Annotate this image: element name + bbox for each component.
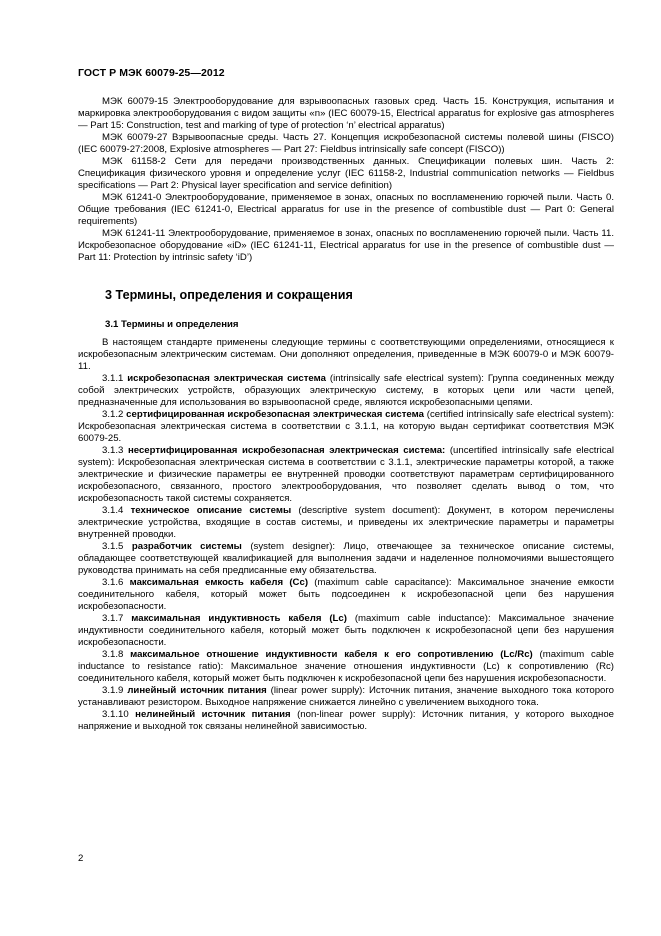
definition-text: (linear power supply): Источник питания, значение выходного тока которого устанавливают резистором. Выходное напряжение снижается линейно с увеличением выходного тока.: [78, 685, 614, 708]
page-content: [78, 96, 614, 733]
definition-text: (non-linear power supply): Источник питания, у которого выходное напряжение и выходной ток связаны нелинейной зависимостью.: [78, 709, 615, 732]
definition-number: 3.1.7: [102, 613, 124, 624]
definition-term: техническое описание системы: [130, 505, 292, 516]
definition-item: [78, 445, 614, 505]
definition-term: максимальная емкость кабеля (Cc): [129, 577, 309, 588]
section-title: 3 Термины, определения и сокращения: [105, 288, 353, 302]
reference-item: МЭК 60079-15 Электрооборудование для взрывоопасных газовых сред. Часть 15. Конструкция, испытания и маркировка электрооборудования с видом защиты «n» (IEC 60079-15, Electrical apparatus for explosive gas atmospheres — Part 15: Construction, test and marking of type of protection ‘n’ electrical apparatus): [78, 96, 614, 131]
reference-item: МЭК 61158-2 Сети для передачи производственных данных. Спецификации полевых шин. Часть 2: Спецификация физического уровня и определение услуг (IEC 61158-2, Industrial communication networks — Fieldbus specifications — Part 2: Physical layer specification and service definition): [78, 156, 614, 191]
definition-term: линейный источник питания: [127, 685, 267, 696]
definition-term: разработчик системы: [131, 541, 242, 552]
definition-item: [78, 373, 614, 409]
definition-number: 3.1.8: [102, 649, 124, 660]
definition-number: 3.1.1: [102, 373, 124, 384]
definition-item: [78, 505, 614, 541]
definition-text: (maximum cable capacitance): Максимальное значение емкости соединительного кабеля, который может быть подсоединен к искробезопасной цепи без нарушения искробезопасности.: [78, 577, 614, 612]
definition-term: максимальное отношение индуктивности кабеля к его сопротивлению (Lc/Rc): [130, 649, 533, 660]
intro-paragraph: В настоящем стандарте применены следующие термины с соответствующими определениями, относящиеся к искробезопасным электрическим системам. Они дополняют определения, приведенные в МЭК 60079-0 и МЭК 60079-11.: [78, 337, 614, 372]
reference-item: МЭК 61241-0 Электрооборудование, применяемое в зонах, опасных по воспламенению горючей пыли. Часть 0. Общие требования (IEC 61241-0, Electrical apparatus for use in the presence of combustible dust — Part 0: General requirements): [78, 192, 614, 227]
subsection-title: 3.1 Термины и определения: [105, 319, 239, 330]
definition-item: [78, 613, 614, 649]
definition-text: (system designer): Лицо, отвечающее за техническое описание системы, обладающее соответствующей квалификацией для выполнения задачи и наделенное полномочиями вышестоящего руководства принимать на себя предписанные ему обязательства.: [78, 541, 614, 576]
definition-term: максимальная индуктивность кабеля (Lc): [131, 613, 347, 624]
definition-term: сертифицированная искробезопасная электрическая система: [126, 409, 424, 420]
reference-item: МЭК 61241-11 Электрооборудование, применяемое в зонах, опасных по воспламенению горючей пыли. Часть 11. Искробезопасное оборудование «iD» (IEC 61241-11, Electrical apparatus for use in the presence of combustible dust — Part 11: Protection by intrinsic safety ‘iD’): [78, 228, 614, 263]
definition-number: 3.1.5: [102, 541, 124, 552]
definition-number: 3.1.2: [102, 409, 124, 420]
definition-item: [78, 541, 614, 577]
definition-term: нелинейный источник питания: [135, 709, 291, 720]
definition-text: (uncertified intrinsically safe electrical system): Искробезопасная электрическая система в соответствии с 3.1.1, электрические параметры которой, а также электрические и физические параметры ее внутренней проводки соответствуют параметрам сертифицированного искробезопасного, связанного, простого электрооборудования, что позволяет сделать вывод о том, что искробезопасность такой системы сохраняется.: [78, 445, 614, 504]
definition-text: (certified intrinsically safe electrical system): Искробезопасная электрическая система в соответствии с 3.1.1, на которую выдан сертификат соответствия МЭК 60079-25.: [78, 409, 614, 444]
document-header: ГОСТ Р МЭК 60079-25—2012: [78, 67, 225, 79]
definition-item: [78, 685, 614, 709]
reference-item: МЭК 60079-27 Взрывоопасные среды. Часть 27. Концепция искробезопасной системы полевой шины (FISCO) (IEC 60079-27:2008, Explosive atmospheres — Part 27: Fieldbus intrinsically safe concept (FISCO)): [78, 132, 614, 155]
definition-item: [78, 577, 614, 613]
definition-item: [78, 649, 614, 685]
definition-text: (intrinsically safe electrical system): Группа соединенных между собой электрических устройств, образующих электрическую систему, в которых цепи или части цепей, предназначенные для использования во взрывоопасной среде, являются искробезопасными цепями.: [78, 373, 614, 408]
definition-term: искробезопасная электрическая система: [127, 373, 326, 384]
definition-item: [78, 709, 614, 733]
definition-number: 3.1.10: [102, 709, 129, 720]
page-number: 2: [78, 853, 84, 864]
definition-text: (maximum cable inductance to resistance ratio): Максимальное значение отношения индуктивности (Lc) к сопротивлению (Rc) соединительного кабеля, который может быть подключен к искробезопасной цепи без нарушения искробезопасности.: [78, 649, 614, 684]
definition-text: (maximum cable inductance): Максимальное значение индуктивности соединительного кабеля, который может быть подключен к искробезопасной цепи без нарушения искробезопасности.: [78, 613, 615, 648]
definition-number: 3.1.9: [102, 685, 124, 696]
definitions-list: [78, 337, 614, 733]
definition-number: 3.1.3: [102, 445, 124, 456]
definition-text: (descriptive system document): Документ, в котором перечислены электрические устройства, входящие в состав системы, и приведены их электрические параметры и параметры внутренней проводки.: [78, 505, 615, 540]
definition-number: 3.1.6: [102, 577, 124, 588]
definition-number: 3.1.4: [102, 505, 124, 516]
definition-item: [78, 409, 614, 445]
definition-term: несертифицированная искробезопасная электрическая система:: [127, 445, 446, 456]
references-list: [78, 96, 614, 264]
